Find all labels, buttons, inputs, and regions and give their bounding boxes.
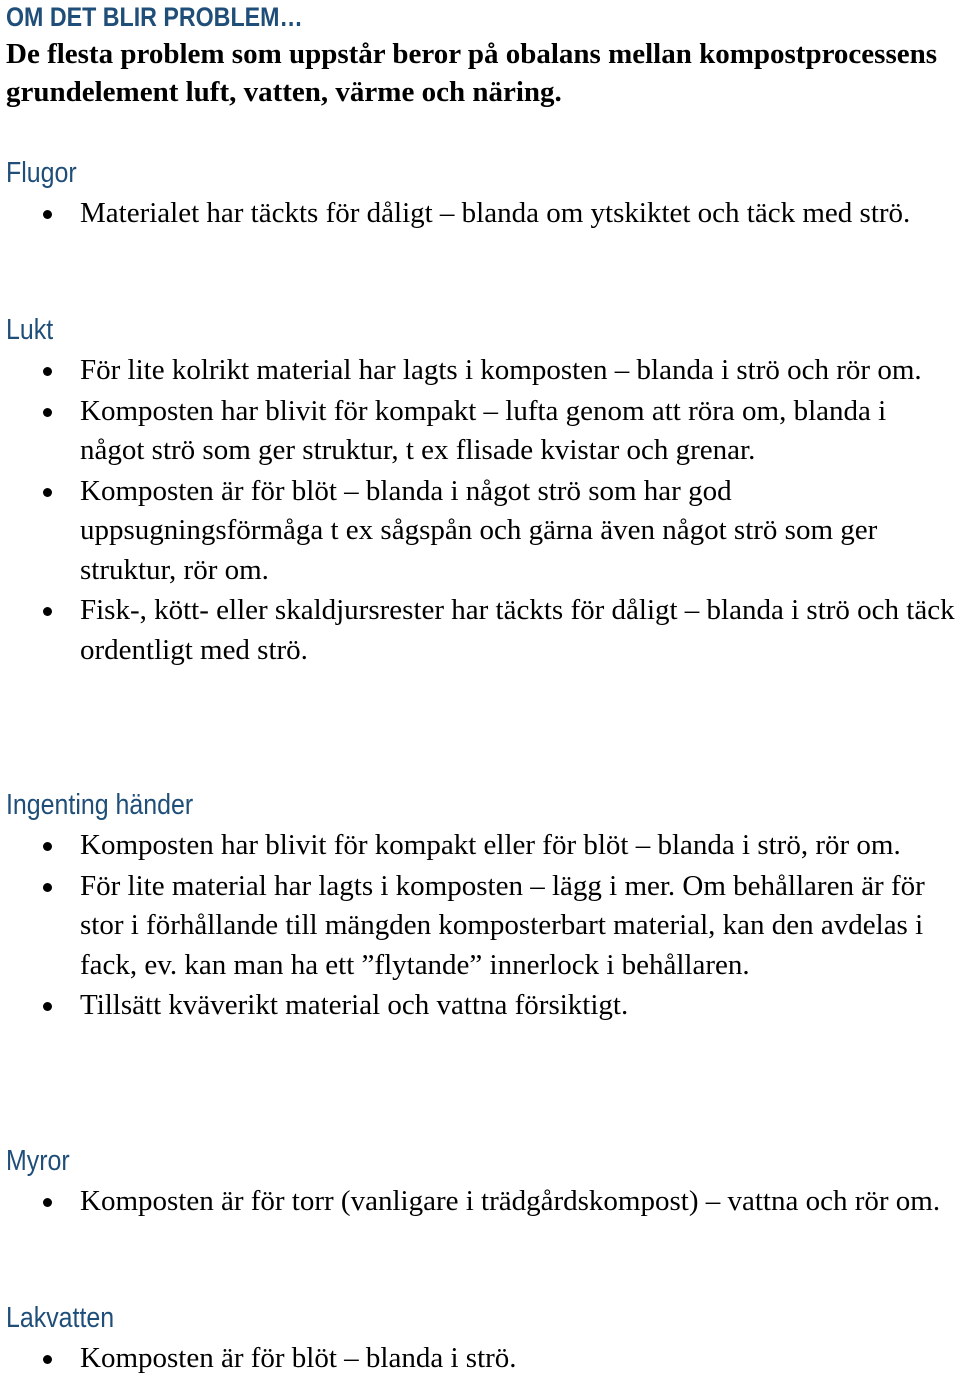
bullet-icon bbox=[43, 1198, 52, 1207]
list-item-text: Komposten är för blöt – blanda i något strö som har god uppsugningsförmåga t ex sågspån och gärna även något strö som ger struktur, rör om. bbox=[80, 474, 878, 586]
bullet-icon bbox=[43, 1002, 52, 1011]
bullet-list bbox=[0, 351, 960, 670]
bullet-list bbox=[0, 1182, 960, 1222]
section-heading-flugor: Flugor bbox=[6, 157, 77, 189]
list-item bbox=[0, 392, 960, 471]
list-item bbox=[0, 351, 960, 391]
bullet-icon bbox=[43, 367, 52, 376]
list-item-text: Komposten har blivit för kompakt eller för blöt – blanda i strö, rör om. bbox=[80, 829, 901, 861]
bullet-list bbox=[0, 826, 960, 1026]
section-lakvatten bbox=[0, 1298, 960, 1379]
list-item bbox=[0, 1339, 960, 1379]
bullet-icon bbox=[43, 607, 52, 616]
list-item-text: Komposten är för blöt – blanda i strö. bbox=[80, 1342, 517, 1374]
section-heading-lukt: Lukt bbox=[6, 314, 54, 346]
bullet-list bbox=[0, 1339, 960, 1379]
list-item bbox=[0, 986, 960, 1026]
section-heading-ingenting-hander: Ingenting händer bbox=[6, 789, 194, 821]
list-item-text: Materialet har täckts för dåligt – blanda om ytskiktet och täck med strö. bbox=[80, 197, 911, 229]
list-item bbox=[0, 194, 960, 234]
list-item-text: Komposten är för torr (vanligare i trädgårdskompost) – vattna och rör om. bbox=[80, 1185, 941, 1217]
list-item-text: Fisk-, kött- eller skaldjursrester har täckts för dåligt – blanda i strö och täck ordentligt med strö. bbox=[80, 594, 955, 666]
list-item-text: För lite kolrikt material har lagts i komposten – blanda i strö och rör om. bbox=[80, 354, 922, 386]
bullet-icon bbox=[43, 883, 52, 892]
bullet-icon bbox=[43, 488, 52, 497]
bullet-icon bbox=[43, 408, 52, 417]
list-item bbox=[0, 867, 960, 986]
bullet-icon bbox=[43, 210, 52, 219]
list-item-text: Tillsätt kväverikt material och vattna försiktigt. bbox=[80, 989, 629, 1021]
bullet-list bbox=[0, 194, 960, 234]
section-myror bbox=[0, 1141, 960, 1222]
bullet-icon bbox=[43, 1355, 52, 1364]
section-heading-myror: Myror bbox=[6, 1145, 70, 1177]
section-heading-lakvatten: Lakvatten bbox=[6, 1302, 115, 1334]
list-item bbox=[0, 591, 960, 670]
list-item-text: Komposten har blivit för kompakt – lufta genom att röra om, blanda i något strö som ger struktur, t ex flisade kvistar och grenar. bbox=[80, 394, 887, 466]
bullet-icon bbox=[43, 842, 52, 851]
section-ingenting-hander bbox=[0, 785, 960, 1026]
intro-paragraph: De flesta problem som uppstår beror på obalans mellan kompostprocessens grundelement luft, vatten, värme och näring. bbox=[6, 38, 938, 108]
page-title: OM DET BLIR PROBLEM… bbox=[6, 2, 303, 32]
list-item bbox=[0, 826, 960, 866]
section-lukt bbox=[0, 310, 960, 670]
list-item bbox=[0, 472, 960, 591]
section-flugor bbox=[0, 153, 960, 234]
list-item-text: För lite material har lagts i komposten – lägg i mer. Om behållaren är för stor i förhållande till mängden komposterbart material, kan den avdelas i fack, ev. kan man ha ett ”flytande” innerlock i behållaren. bbox=[80, 869, 925, 981]
list-item bbox=[0, 1182, 960, 1222]
